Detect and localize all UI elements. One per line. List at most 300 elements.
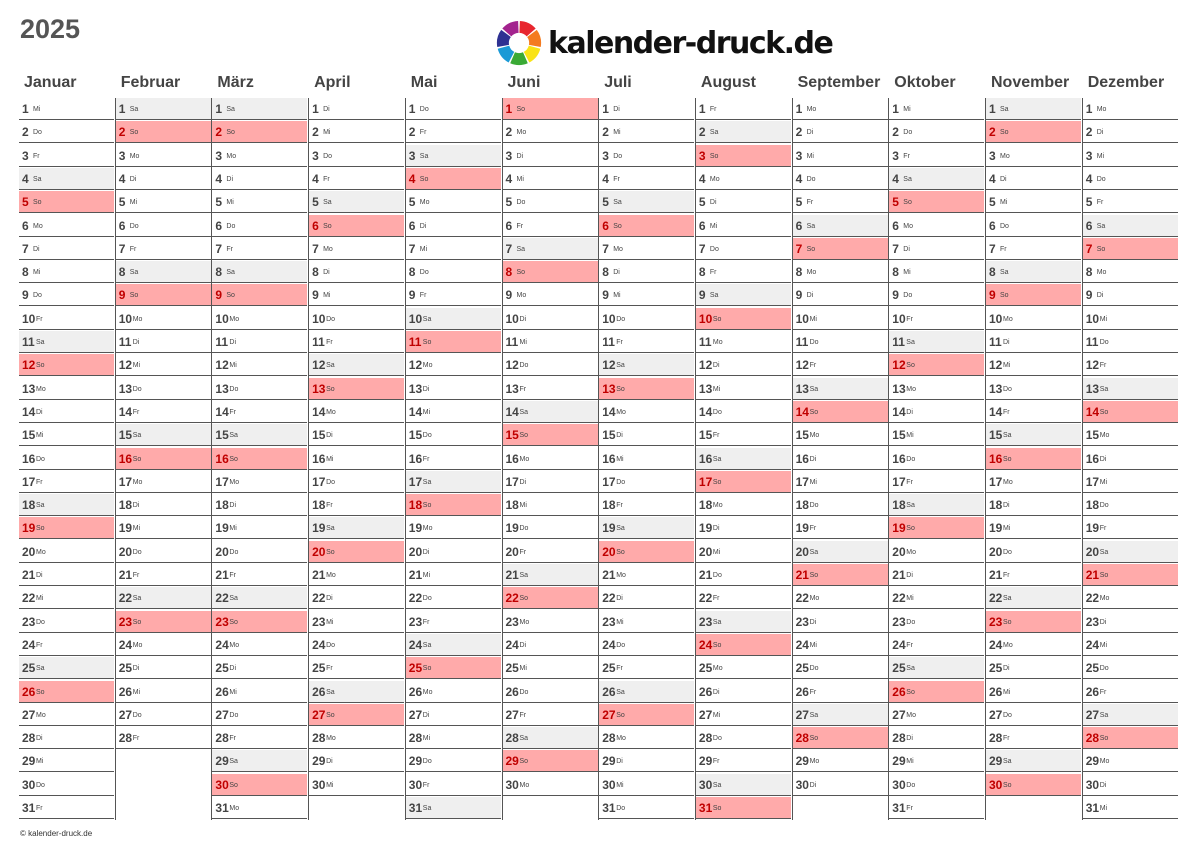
weekday-abbr: Sa bbox=[229, 758, 238, 766]
day-cell bbox=[1083, 331, 1178, 353]
day-number: 11 bbox=[698, 335, 712, 349]
weekday-abbr: Mi bbox=[323, 292, 331, 300]
weekday-abbr: Do bbox=[712, 572, 722, 579]
day-number: 28 bbox=[118, 731, 133, 746]
day-cell bbox=[889, 238, 984, 260]
day-number: 22 bbox=[118, 591, 133, 606]
day-number: 17 bbox=[1085, 474, 1100, 489]
day-cell bbox=[503, 657, 598, 679]
day-number: 8 bbox=[118, 265, 126, 280]
weekday-abbr: Di bbox=[809, 781, 817, 789]
weekday-abbr: Do bbox=[709, 245, 719, 253]
day-number: 17 bbox=[118, 474, 133, 489]
day-number: 20 bbox=[505, 544, 519, 559]
day-number: 27 bbox=[989, 707, 1003, 722]
weekday-abbr: Di bbox=[1003, 665, 1010, 673]
day-number: 13 bbox=[602, 381, 616, 396]
day-cell bbox=[986, 284, 1081, 306]
weekday-abbr: Mo bbox=[229, 478, 240, 486]
day-number: 12 bbox=[408, 358, 423, 373]
month-divider bbox=[1082, 98, 1083, 820]
day-cell bbox=[309, 378, 404, 400]
day-cell bbox=[986, 378, 1081, 400]
day-cell bbox=[1083, 517, 1178, 539]
day-number: 21 bbox=[698, 568, 713, 582]
weekday-abbr: Do bbox=[519, 362, 529, 370]
day-cell bbox=[212, 471, 307, 493]
day-cell bbox=[503, 331, 598, 353]
day-cell bbox=[793, 611, 888, 633]
day-cell bbox=[599, 284, 694, 306]
brand-logo bbox=[496, 19, 832, 67]
day-cell bbox=[986, 494, 1081, 516]
weekday-abbr: Do bbox=[1000, 222, 1009, 230]
weekday-abbr: Mi bbox=[809, 478, 817, 486]
day-cell bbox=[503, 238, 598, 260]
day-number: 23 bbox=[118, 614, 133, 629]
day-number: 4 bbox=[22, 171, 29, 186]
weekday-abbr: Fr bbox=[132, 735, 140, 743]
weekday-abbr: Fr bbox=[809, 688, 817, 696]
day-number: 18 bbox=[698, 498, 713, 513]
month-name: Mai bbox=[410, 74, 438, 91]
day-number: 10 bbox=[505, 311, 519, 326]
day-number: 2 bbox=[795, 125, 803, 140]
day-cell bbox=[696, 564, 791, 586]
weekday-abbr: Sa bbox=[326, 362, 335, 370]
day-number: 16 bbox=[118, 451, 133, 466]
day-cell bbox=[212, 681, 307, 703]
weekday-abbr: Do bbox=[1099, 502, 1109, 510]
day-cell bbox=[793, 471, 888, 493]
day-number: 14 bbox=[408, 404, 423, 419]
day-cell bbox=[309, 471, 404, 493]
day-cell bbox=[309, 331, 404, 353]
day-number: 3 bbox=[602, 148, 609, 163]
day-cell bbox=[406, 471, 501, 493]
weekday-abbr: So bbox=[613, 222, 622, 230]
weekday-abbr: Mo bbox=[712, 502, 723, 510]
day-number: 19 bbox=[22, 521, 36, 536]
day-cell bbox=[793, 587, 888, 609]
day-cell bbox=[19, 681, 114, 703]
weekday-abbr: So bbox=[903, 199, 912, 207]
day-number: 15 bbox=[505, 428, 519, 443]
day-number: 1 bbox=[602, 102, 609, 116]
weekday-abbr: So bbox=[809, 408, 819, 416]
weekday-abbr: Fr bbox=[906, 478, 913, 486]
weekday-abbr: Mo bbox=[1096, 106, 1107, 113]
weekday-abbr: Mo bbox=[1096, 269, 1107, 277]
day-number: 3 bbox=[312, 148, 319, 163]
day-cell bbox=[1083, 564, 1178, 586]
day-number: 27 bbox=[602, 707, 616, 722]
weekday-abbr: Fr bbox=[229, 735, 236, 743]
day-number: 2 bbox=[22, 125, 29, 140]
weekday-abbr: Sa bbox=[613, 199, 622, 207]
day-cell bbox=[696, 238, 791, 260]
day-cell bbox=[1083, 238, 1178, 260]
weekday-abbr: Sa bbox=[419, 152, 429, 160]
weekday-abbr: Fr bbox=[712, 595, 720, 603]
weekday-abbr: Sa bbox=[809, 711, 819, 719]
day-number: 16 bbox=[1085, 451, 1100, 466]
day-number: 7 bbox=[118, 241, 126, 256]
day-number: 6 bbox=[118, 218, 126, 233]
weekday-abbr: Fr bbox=[903, 152, 910, 160]
weekday-abbr: Sa bbox=[1099, 385, 1109, 393]
day-cell bbox=[19, 261, 114, 283]
weekday-abbr: Fr bbox=[709, 269, 717, 277]
weekday-abbr: So bbox=[326, 711, 335, 719]
day-cell bbox=[19, 517, 114, 539]
weekday-abbr: Fr bbox=[712, 432, 720, 440]
day-number: 3 bbox=[505, 148, 513, 163]
day-number: 9 bbox=[312, 288, 319, 303]
day-number: 16 bbox=[215, 451, 229, 466]
weekday-abbr: Mo bbox=[326, 572, 336, 579]
year-title: 2025 bbox=[20, 14, 81, 44]
weekday-abbr: Mi bbox=[132, 688, 141, 696]
weekday-abbr: Mi bbox=[712, 548, 721, 556]
day-number: 22 bbox=[408, 591, 423, 606]
day-number: 29 bbox=[795, 754, 809, 769]
day-cell bbox=[696, 121, 791, 143]
day-cell bbox=[793, 354, 888, 376]
weekday-abbr: Fr bbox=[422, 455, 430, 463]
day-cell bbox=[696, 191, 791, 213]
day-number: 13 bbox=[795, 381, 809, 396]
day-number: 30 bbox=[795, 777, 809, 792]
day-cell bbox=[986, 354, 1081, 376]
weekday-abbr: Sa bbox=[33, 175, 42, 183]
day-number: 8 bbox=[892, 265, 899, 280]
weekday-abbr: Do bbox=[326, 478, 336, 486]
day-number: 22 bbox=[215, 591, 229, 606]
day-cell bbox=[986, 727, 1081, 749]
day-cell bbox=[986, 564, 1081, 586]
day-cell bbox=[212, 587, 307, 609]
weekday-abbr: Sa bbox=[519, 735, 529, 743]
weekday-abbr: Fr bbox=[422, 781, 430, 789]
month-name: April bbox=[314, 74, 351, 91]
day-number: 22 bbox=[989, 591, 1003, 606]
weekday-abbr: So bbox=[1000, 129, 1009, 137]
weekday-abbr: Do bbox=[903, 292, 913, 300]
weekday-abbr: Do bbox=[132, 385, 142, 393]
weekday-abbr: Di bbox=[422, 711, 430, 719]
month-name: Juni bbox=[507, 74, 541, 91]
day-number: 16 bbox=[602, 451, 616, 466]
day-number: 10 bbox=[1085, 311, 1100, 326]
day-number: 19 bbox=[312, 521, 326, 536]
day-cell bbox=[503, 215, 598, 237]
day-cell bbox=[19, 587, 114, 609]
day-cell bbox=[986, 634, 1081, 656]
day-cell bbox=[116, 494, 211, 516]
day-cell bbox=[406, 681, 501, 703]
day-cell bbox=[503, 424, 598, 446]
weekday-abbr: Di bbox=[709, 199, 717, 207]
day-cell bbox=[599, 681, 694, 703]
day-cell bbox=[19, 750, 114, 772]
day-cell bbox=[19, 378, 114, 400]
day-number: 17 bbox=[312, 474, 326, 489]
day-cell bbox=[503, 168, 598, 190]
day-number: 3 bbox=[989, 148, 996, 163]
day-cell bbox=[986, 448, 1081, 470]
day-cell bbox=[986, 238, 1081, 260]
weekday-abbr: Di bbox=[132, 502, 140, 510]
day-number: 10 bbox=[795, 311, 809, 326]
day-cell bbox=[599, 238, 694, 260]
weekday-abbr: Di bbox=[132, 665, 140, 673]
day-number: 1 bbox=[312, 102, 319, 116]
day-cell bbox=[309, 657, 404, 679]
day-number: 6 bbox=[698, 218, 706, 233]
weekday-abbr: Di bbox=[229, 502, 237, 510]
day-cell bbox=[406, 378, 501, 400]
weekday-abbr: Mi bbox=[712, 385, 721, 393]
weekday-abbr: Sa bbox=[806, 222, 816, 230]
day-number: 25 bbox=[698, 661, 713, 676]
weekday-abbr: Sa bbox=[129, 269, 139, 277]
day-cell bbox=[599, 215, 694, 237]
weekday-abbr: Do bbox=[1099, 339, 1109, 346]
weekday-abbr: Fr bbox=[1003, 572, 1010, 579]
day-number: 23 bbox=[989, 614, 1003, 629]
day-number: 25 bbox=[989, 661, 1003, 676]
day-cell bbox=[116, 98, 211, 120]
day-cell bbox=[1083, 471, 1178, 493]
weekday-abbr: Do bbox=[516, 199, 526, 207]
day-number: 1 bbox=[1085, 102, 1093, 116]
weekday-abbr: Mo bbox=[229, 641, 240, 649]
weekday-abbr: Do bbox=[1003, 711, 1012, 719]
day-cell bbox=[309, 424, 404, 446]
day-cell bbox=[503, 308, 598, 330]
day-cell bbox=[599, 191, 694, 213]
day-cell bbox=[889, 308, 984, 330]
day-number: 16 bbox=[795, 451, 809, 466]
weekday-abbr: Fr bbox=[132, 572, 140, 579]
day-number: 2 bbox=[215, 125, 223, 140]
day-number: 6 bbox=[505, 218, 513, 233]
day-number: 26 bbox=[215, 684, 229, 699]
day-number: 25 bbox=[22, 661, 36, 676]
weekday-abbr: Mo bbox=[1000, 152, 1010, 160]
weekday-abbr: Do bbox=[229, 385, 239, 393]
day-cell bbox=[116, 145, 211, 167]
weekday-abbr: So bbox=[516, 269, 526, 277]
weekday-abbr: Sa bbox=[616, 362, 625, 370]
day-number: 28 bbox=[602, 731, 616, 746]
day-cell bbox=[212, 168, 307, 190]
month-name: Februar bbox=[120, 74, 181, 91]
day-number: 23 bbox=[505, 614, 519, 629]
day-number: 14 bbox=[892, 404, 906, 419]
day-cell bbox=[406, 750, 501, 772]
day-cell bbox=[406, 494, 501, 516]
day-number: 11 bbox=[892, 335, 905, 349]
day-cell bbox=[503, 494, 598, 516]
weekday-abbr: Mo bbox=[806, 106, 817, 113]
day-cell bbox=[793, 541, 888, 563]
weekday-abbr: Mo bbox=[132, 641, 143, 649]
weekday-abbr: Sa bbox=[36, 502, 45, 510]
day-cell bbox=[793, 634, 888, 656]
day-number: 8 bbox=[215, 265, 223, 280]
weekday-abbr: Mo bbox=[326, 735, 336, 743]
day-cell bbox=[503, 727, 598, 749]
weekday-abbr: Di bbox=[616, 758, 623, 766]
day-cell bbox=[503, 378, 598, 400]
weekday-abbr: Do bbox=[519, 525, 529, 533]
day-cell bbox=[406, 704, 501, 726]
day-cell bbox=[599, 471, 694, 493]
weekday-abbr: Mo bbox=[422, 362, 433, 370]
day-number: 27 bbox=[1085, 707, 1100, 722]
day-number: 29 bbox=[892, 754, 906, 769]
weekday-abbr: Fr bbox=[906, 805, 913, 812]
day-number: 26 bbox=[505, 684, 519, 699]
weekday-abbr: Do bbox=[712, 735, 722, 743]
day-number: 8 bbox=[408, 265, 416, 280]
day-cell bbox=[696, 284, 791, 306]
day-cell bbox=[503, 541, 598, 563]
weekday-abbr: Do bbox=[36, 618, 45, 626]
day-number: 17 bbox=[505, 474, 519, 489]
day-number: 5 bbox=[505, 195, 513, 210]
day-number: 18 bbox=[22, 498, 36, 513]
month-divider bbox=[695, 98, 696, 820]
day-cell bbox=[793, 168, 888, 190]
weekday-abbr: So bbox=[809, 572, 819, 579]
day-number: 7 bbox=[892, 241, 899, 256]
day-cell bbox=[406, 541, 501, 563]
day-cell bbox=[309, 215, 404, 237]
day-cell bbox=[503, 564, 598, 586]
weekday-abbr: Sa bbox=[516, 245, 526, 253]
weekday-abbr: Di bbox=[1003, 502, 1010, 510]
day-number: 20 bbox=[989, 544, 1003, 559]
day-cell bbox=[889, 354, 984, 376]
weekday-abbr: Do bbox=[229, 548, 239, 556]
weekday-abbr: Mo bbox=[33, 222, 43, 230]
weekday-abbr: Sa bbox=[1003, 432, 1012, 440]
day-cell bbox=[503, 611, 598, 633]
day-number: 28 bbox=[505, 731, 519, 746]
weekday-abbr: Do bbox=[616, 641, 626, 649]
day-cell bbox=[986, 657, 1081, 679]
day-cell bbox=[406, 401, 501, 423]
weekday-abbr: Di bbox=[906, 735, 913, 743]
day-cell bbox=[889, 331, 984, 353]
day-cell bbox=[212, 774, 307, 796]
weekday-abbr: Mo bbox=[419, 199, 430, 207]
weekday-abbr: Mi bbox=[36, 595, 44, 603]
day-cell bbox=[503, 634, 598, 656]
day-number: 1 bbox=[408, 102, 416, 116]
day-number: 7 bbox=[215, 241, 223, 256]
day-number: 14 bbox=[118, 404, 133, 419]
day-number: 1 bbox=[22, 102, 29, 116]
day-cell bbox=[889, 471, 984, 493]
day-number: 22 bbox=[892, 591, 906, 606]
weekday-abbr: Sa bbox=[36, 339, 45, 346]
day-number: 3 bbox=[698, 148, 706, 163]
weekday-abbr: Do bbox=[422, 432, 432, 440]
day-cell bbox=[696, 448, 791, 470]
weekday-abbr: Di bbox=[1003, 339, 1010, 346]
day-number: 24 bbox=[892, 637, 906, 652]
day-cell bbox=[889, 727, 984, 749]
day-cell bbox=[986, 215, 1081, 237]
weekday-abbr: Mi bbox=[809, 315, 817, 323]
day-cell bbox=[599, 145, 694, 167]
day-cell bbox=[212, 611, 307, 633]
day-cell bbox=[19, 564, 114, 586]
day-number: 5 bbox=[118, 195, 126, 210]
day-number: 28 bbox=[408, 731, 423, 746]
day-number: 16 bbox=[989, 451, 1003, 466]
month-divider bbox=[598, 98, 599, 820]
day-number: 20 bbox=[795, 544, 809, 559]
weekday-abbr: Fr bbox=[36, 478, 43, 486]
year-calendar-grid bbox=[19, 70, 1180, 824]
day-number: 2 bbox=[892, 125, 899, 140]
weekday-abbr: Fr bbox=[36, 315, 43, 323]
day-cell bbox=[889, 191, 984, 213]
day-cell bbox=[1083, 215, 1178, 237]
day-cell bbox=[986, 541, 1081, 563]
weekday-abbr: Sa bbox=[906, 502, 915, 510]
day-number: 23 bbox=[698, 614, 713, 629]
weekday-abbr: Fr bbox=[33, 152, 40, 160]
day-cell bbox=[986, 774, 1081, 796]
weekday-abbr: Sa bbox=[712, 455, 722, 463]
month-divider bbox=[888, 98, 889, 820]
day-number: 22 bbox=[602, 591, 616, 606]
day-cell bbox=[986, 98, 1081, 120]
day-cell bbox=[406, 797, 501, 819]
day-number: 25 bbox=[892, 661, 906, 676]
weekday-abbr: Sa bbox=[1000, 106, 1009, 113]
weekday-abbr: Mi bbox=[1099, 641, 1108, 649]
day-number: 30 bbox=[698, 777, 713, 792]
day-number: 27 bbox=[312, 707, 326, 722]
weekday-abbr: Do bbox=[33, 129, 42, 137]
day-cell bbox=[1083, 587, 1178, 609]
weekday-abbr: Mi bbox=[132, 525, 141, 533]
day-cell bbox=[599, 261, 694, 283]
day-number: 30 bbox=[602, 777, 616, 792]
weekday-abbr: So bbox=[709, 152, 719, 160]
weekday-abbr: Fr bbox=[36, 805, 43, 812]
day-cell bbox=[599, 727, 694, 749]
day-cell bbox=[309, 98, 404, 120]
day-cell bbox=[503, 471, 598, 493]
day-cell bbox=[986, 681, 1081, 703]
day-cell bbox=[599, 797, 694, 819]
day-number: 6 bbox=[892, 218, 899, 233]
weekday-abbr: Mi bbox=[519, 502, 527, 510]
weekday-abbr: So bbox=[36, 688, 45, 696]
day-cell bbox=[599, 634, 694, 656]
day-cell bbox=[696, 681, 791, 703]
weekday-abbr: Sa bbox=[326, 688, 335, 696]
day-number: 29 bbox=[22, 754, 36, 769]
